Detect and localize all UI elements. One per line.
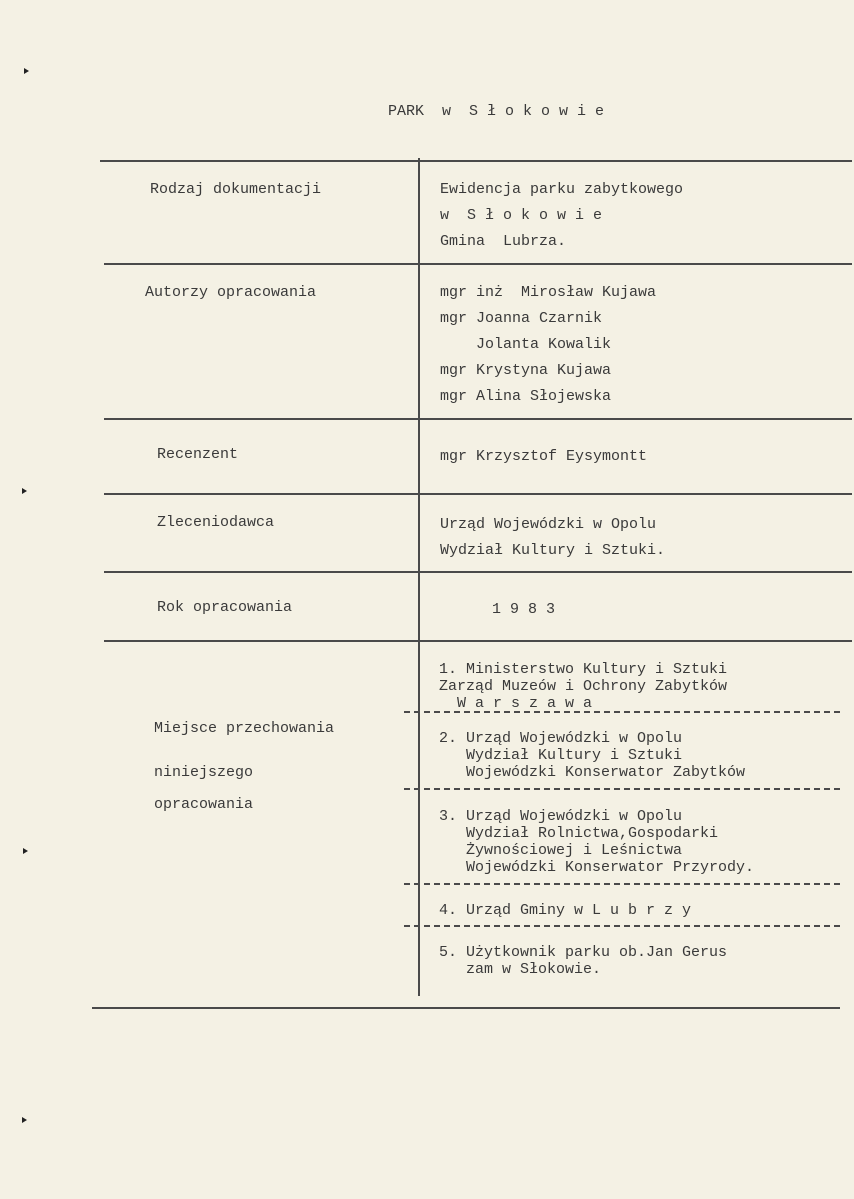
- entry-separator: [404, 883, 840, 885]
- row-value-line: Ewidencja parku zabytkowego: [440, 181, 684, 198]
- storage-entry-line: Wojewódzki Konserwator Przyrody.: [439, 859, 755, 876]
- row-value-line: Wydział Kultury i Sztuki.: [440, 542, 666, 559]
- table-rule: [104, 640, 852, 642]
- storage-entry-line: zam w Słokowie.: [439, 961, 602, 978]
- entry-separator: [404, 925, 840, 927]
- row-value-line: Gmina Lubrza.: [440, 233, 567, 250]
- table-rule: [104, 418, 852, 420]
- storage-entry-line: Żywnościowej i Leśnictwa: [439, 842, 683, 859]
- row-value-line: w S ł o k o w i e: [440, 207, 603, 224]
- storage-entry-line: 5. Użytkownik parku ob.Jan Gerus: [439, 944, 728, 961]
- storage-label-line: opracowania: [154, 796, 254, 813]
- table-rule: [92, 1007, 840, 1009]
- author-line: Jolanta Kowalik: [440, 336, 612, 353]
- author-line: mgr Alina Słojewska: [440, 388, 612, 405]
- storage-entry-line: Wydział Kultury i Sztuki: [439, 747, 683, 764]
- row-label-documentation-type: Rodzaj dokumentacji: [150, 181, 322, 198]
- author-line: mgr Joanna Czarnik: [440, 310, 603, 327]
- page-title: PARK w S ł o k o w i e: [388, 103, 605, 120]
- storage-label-line: niniejszego: [154, 764, 254, 781]
- table-rule: [100, 160, 852, 162]
- row-label-client: Zleceniodawca: [157, 514, 275, 531]
- entry-separator: [404, 788, 840, 790]
- row-value-line: Urząd Wojewódzki w Opolu: [440, 516, 657, 533]
- storage-entry-line: W a r s z a w a: [439, 695, 593, 712]
- column-divider: [418, 158, 420, 996]
- table-rule: [104, 263, 852, 265]
- table-rule: [104, 493, 852, 495]
- table-rule: [104, 571, 852, 573]
- storage-entry-line: 2. Urząd Wojewódzki w Opolu: [439, 730, 683, 747]
- row-value-line: mgr Krzysztof Eysymontt: [440, 448, 648, 465]
- row-label-reviewer: Recenzent: [157, 446, 239, 463]
- row-label-authors: Autorzy opracowania: [145, 284, 317, 301]
- storage-entry-line: 4. Urząd Gminy w L u b r z y: [439, 902, 692, 919]
- author-line: mgr inż Mirosław Kujawa: [440, 284, 657, 301]
- margin-mark: [22, 1117, 27, 1123]
- storage-entry-line: Wydział Rolnictwa,Gospodarki: [439, 825, 719, 842]
- storage-label-line: Miejsce przechowania: [154, 720, 335, 737]
- row-value-year: 1 9 8 3: [492, 601, 556, 618]
- margin-mark: [23, 848, 28, 854]
- storage-entry-line: Zarząd Muzeów i Ochrony Zabytków: [439, 678, 728, 695]
- storage-entry-line: Wojewódzki Konserwator Zabytków: [439, 764, 746, 781]
- author-line: mgr Krystyna Kujawa: [440, 362, 612, 379]
- margin-mark: [22, 488, 27, 494]
- storage-entry-line: 1. Ministerstwo Kultury i Sztuki: [439, 661, 728, 678]
- storage-entry-line: 3. Urząd Wojewódzki w Opolu: [439, 808, 683, 825]
- margin-mark: [24, 68, 29, 74]
- row-label-year: Rok opracowania: [157, 599, 293, 616]
